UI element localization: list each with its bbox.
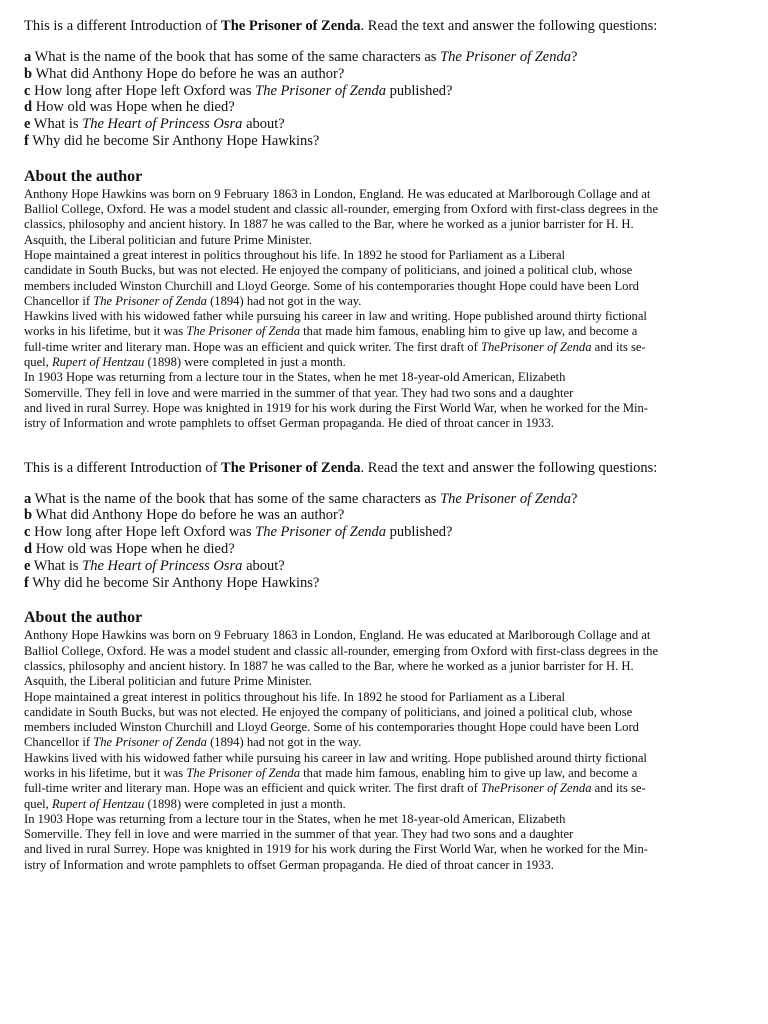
question-d: d How old was Hope when he died? — [24, 540, 235, 557]
bio-line: Chancellor if The Prisoner of Zenda (1894) had not got in the way. — [24, 735, 362, 750]
bio-line: Asquith, the Liberal politician and future Prime Minister. — [24, 232, 312, 247]
bio-line: In 1903 Hope was returning from a lecture tour in the States, when he met 18-year-old American, Elizabeth — [24, 811, 566, 826]
bio-line: Balliol College, Oxford. He was a model student and classic all-rounder, emerging from Oxford with first-class degrees in the — [24, 202, 659, 217]
bio-line: works in his lifetime, but it was The Prisoner of Zenda that made him famous, enabling him to give up law, and become a — [24, 324, 638, 339]
question-list — [24, 49, 740, 150]
bio-line: quel, Rupert of Hentzau (1898) were completed in just a month. — [24, 796, 346, 811]
intro-paragraph — [24, 460, 740, 477]
question-c: c How long after Hope left Oxford was The Prisoner of Zenda published? — [24, 82, 453, 99]
exercise-block-2 — [24, 460, 740, 874]
question-b: b What did Anthony Hope do before he was an author? — [24, 507, 345, 524]
bio-line: full-time writer and literary man. Hope was an efficient and quick writer. The first draft of ThePrisoner of Zenda and its se- — [24, 781, 646, 796]
question-d: d How old was Hope when he died? — [24, 99, 235, 116]
question-e: e What is The Heart of Princess Osra about? — [24, 557, 285, 574]
question-f: f Why did he become Sir Anthony Hope Hawkins? — [24, 132, 320, 149]
bio-line: istry of Information and wrote pamphlets to offset German propaganda. He died of throat cancer in 1933. — [24, 416, 554, 431]
bio-line: quel, Rupert of Hentzau (1898) were completed in just a month. — [24, 355, 346, 370]
bio-line: Hawkins lived with his widowed father while pursuing his career in law and writing. Hope published around thirty fictional — [24, 309, 647, 324]
question-c: c How long after Hope left Oxford was The Prisoner of Zenda published? — [24, 524, 453, 541]
intro-text: . Read the text and answer the following questions: — [360, 459, 658, 476]
bio-line: full-time writer and literary man. Hope was an efficient and quick writer. The first draft of ThePrisoner of Zenda and its se- — [24, 339, 646, 354]
author-biography — [24, 187, 740, 432]
question-a: a What is the name of the book that has some of the same characters as The Prisoner of Zenda? — [24, 490, 578, 507]
bio-line: Hope maintained a great interest in politics throughout his life. In 1892 he stood for Parliament as a Liberal — [24, 689, 566, 704]
bio-line: classics, philosophy and ancient history. In 1887 he was called to the Bar, where he worked as a junior barrister for H. H. — [24, 658, 634, 673]
author-biography — [24, 628, 740, 873]
bio-line: works in his lifetime, but it was The Prisoner of Zenda that made him famous, enabling him to give up law, and become a — [24, 765, 638, 780]
question-e: e What is The Heart of Princess Osra about? — [24, 116, 285, 133]
bio-line: Hawkins lived with his widowed father while pursuing his career in law and writing. Hope published around thirty fictional — [24, 750, 647, 765]
bio-line: In 1903 Hope was returning from a lecture tour in the States, when he met 18-year-old American, Elizabeth — [24, 370, 566, 385]
book-title: The Prisoner of Zenda — [221, 459, 361, 476]
bio-line: Anthony Hope Hawkins was born on 9 February 1863 in London, England. He was educated at Marlborough Collage and at — [24, 186, 651, 201]
exercise-block-1 — [24, 18, 740, 432]
bio-line: Somerville. They fell in love and were married in the summer of that year. They had two sons and a daughter — [24, 827, 574, 842]
bio-line: Somerville. They fell in love and were married in the summer of that year. They had two sons and a daughter — [24, 385, 574, 400]
bio-line: istry of Information and wrote pamphlets to offset German propaganda. He died of throat cancer in 1933. — [24, 857, 554, 872]
document-page — [24, 18, 740, 873]
question-a: a What is the name of the book that has some of the same characters as The Prisoner of Zenda? — [24, 49, 578, 65]
bio-line: Balliol College, Oxford. He was a model student and classic all-rounder, emerging from Oxford with first-class degrees in the — [24, 643, 659, 658]
book-title: The Prisoner of Zenda — [221, 18, 361, 34]
about-heading: About the author — [24, 167, 143, 185]
question-b: b What did Anthony Hope do before he was an author? — [24, 65, 345, 82]
bio-line: and lived in rural Surrey. Hope was knighted in 1919 for his work during the First World War, when he worked for the Min- — [24, 400, 649, 415]
bio-line: Anthony Hope Hawkins was born on 9 February 1863 in London, England. He was educated at Marlborough Collage and at — [24, 628, 651, 643]
intro-text: This is a different Introduction of — [24, 459, 222, 476]
question-f: f Why did he become Sir Anthony Hope Hawkins? — [24, 574, 320, 591]
bio-line: members included Winston Churchill and Lloyd George. Some of his contemporaries thought Hope could have been Lord — [24, 720, 639, 735]
bio-line: members included Winston Churchill and Lloyd George. Some of his contemporaries thought Hope could have been Lord — [24, 278, 639, 293]
intro-text: . Read the text and answer the following questions: — [360, 18, 658, 34]
bio-line: classics, philosophy and ancient history. In 1887 he was called to the Bar, where he worked as a junior barrister for H. H. — [24, 217, 634, 232]
bio-line: candidate in South Bucks, but was not elected. He enjoyed the company of politicians, and joined a political club, whose — [24, 263, 633, 278]
about-heading: About the author — [24, 609, 143, 627]
bio-line: Asquith, the Liberal politician and future Prime Minister. — [24, 674, 312, 689]
intro-text: This is a different Introduction of — [24, 18, 222, 34]
bio-line: and lived in rural Surrey. Hope was knighted in 1919 for his work during the First World War, when he worked for the Min- — [24, 842, 649, 857]
bio-line: Chancellor if The Prisoner of Zenda (1894) had not got in the way. — [24, 293, 362, 308]
bio-line: candidate in South Bucks, but was not elected. He enjoyed the company of politicians, and joined a political club, whose — [24, 704, 633, 719]
question-list — [24, 491, 740, 592]
bio-line: Hope maintained a great interest in politics throughout his life. In 1892 he stood for Parliament as a Liberal — [24, 247, 566, 262]
intro-paragraph — [24, 18, 740, 35]
